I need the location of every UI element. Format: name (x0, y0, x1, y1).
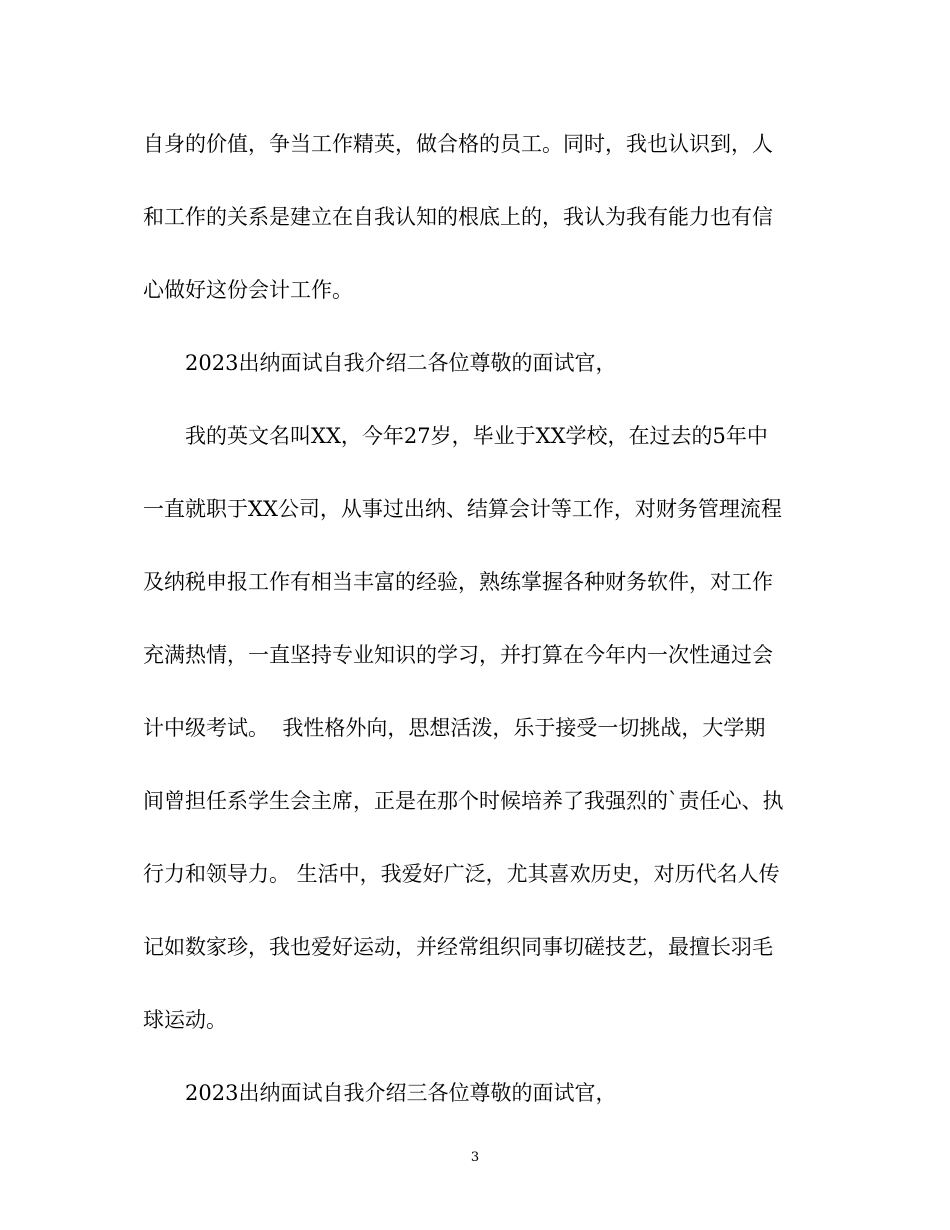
body-text-line: 自身的价值，争当工作精英，做合格的员工。同时，我也认识到，人 (143, 132, 773, 156)
section-heading-line: 2023出纳面试自我介绍二各位尊敬的面试官， (185, 351, 617, 375)
page-number: 3 (470, 1150, 480, 1165)
body-text-line: 球运动。 (143, 1008, 227, 1032)
body-text-line: 心做好这份会计工作。 (143, 278, 353, 302)
body-text-line: 我的英文名叫XX，今年27岁，毕业于XX学校，在过去的5年中 (185, 424, 768, 448)
body-text-line: 间曾担任系学生会主席，正是在那个时候培养了我强烈的`责任心、执 (143, 789, 784, 813)
body-text-line: 记如数家珍，我也爱好运动，并经常组织同事切磋技艺，最擅长羽毛 (143, 935, 773, 959)
body-text-line: 行力和领导力。 生活中，我爱好广泛，尤其喜欢历史，对历代名人传 (143, 862, 780, 886)
body-text-line: 计中级考试。 我性格外向，思想活泼，乐于接受一切挑战，大学期 (143, 716, 766, 740)
body-text-line: 一直就职于XX公司，从事过出纳、结算会计等工作，对财务管理流程 (143, 497, 782, 521)
body-text-line: 和工作的关系是建立在自我认知的根底上的，我认为我有能力也有信 (143, 205, 773, 229)
body-text-line: 及纳税申报工作有相当丰富的经验，熟练掌握各种财务软件，对工作 (143, 570, 773, 594)
body-text-line: 充满热情，一直坚持专业知识的学习，并打算在今年内一次性通过会 (143, 643, 773, 667)
section-heading-line: 2023出纳面试自我介绍三各位尊敬的面试官， (185, 1081, 617, 1105)
